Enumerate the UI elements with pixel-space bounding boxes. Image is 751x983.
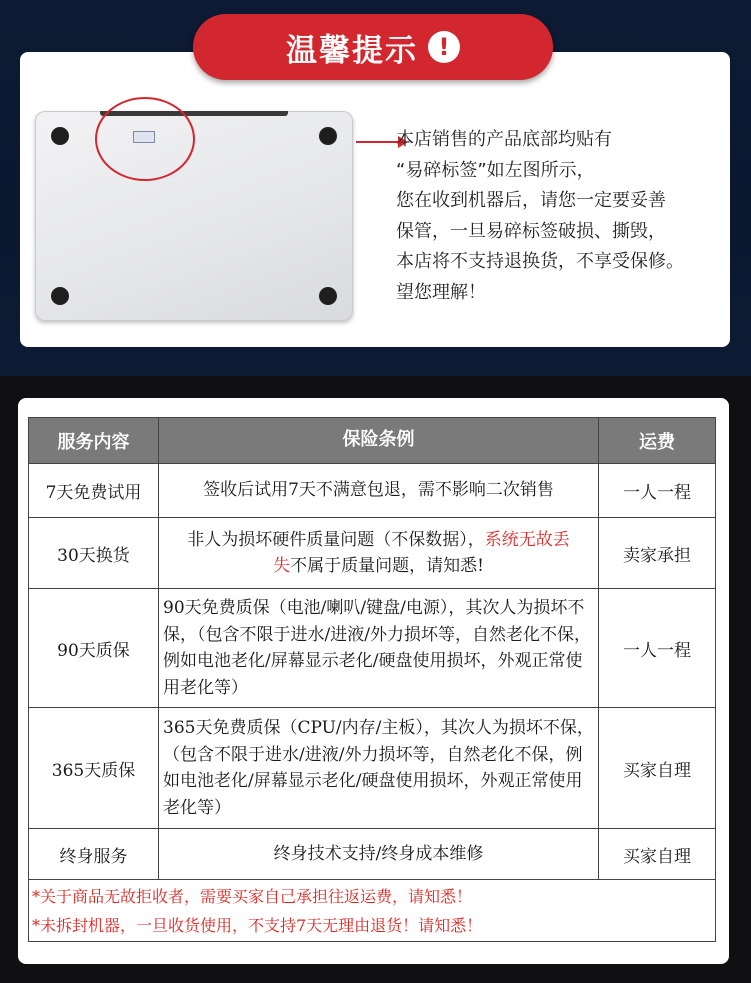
header-terms: 保险条例 [159,418,599,464]
service-cell: 终身服务 [29,829,159,880]
terms-cell: 签收后试用7天不满意包退，需不影响二次销售 [159,464,599,518]
terms-cell [159,518,599,589]
arrow-line [356,141,401,143]
fee-cell: 一人一程 [599,589,716,708]
service-cell: 30天换货 [29,518,159,589]
fee-cell: 买家自理 [599,829,716,880]
fee-cell: 买家自理 [599,708,716,829]
note-line: *关于商品无故拒收者，需要买家自己承担往返运费，请知悉！ [32,886,473,906]
terms-cell: 365天免费质保（CPU/内存/主板），其次人为损坏不保，（包含不限于进水/进液/外力损坏等，自然老化不保，例如电池老化/屏幕显示老化/硬盘使用损坏，外观正常使用老化等） [159,708,599,829]
notice-section [0,0,751,376]
sticker-highlight-circle [95,97,195,181]
alert-icon: ! [428,31,460,63]
terms-cell: 90天免费质保（电池/喇叭/键盘/电源），其次人为损坏不保，（包含不限于进水/进液/外力损坏等，自然老化不保，例如电池老化/屏幕显示老化/硬盘使用损坏，外观正常使用老化等） [159,589,599,708]
terms-highlight-text: 系统无故丢失 [273,529,570,576]
laptop-foot [319,287,337,305]
notice-banner [193,14,553,80]
service-cell: 7天免费试用 [29,464,159,518]
terms-cell: 终身技术支持/终身成本维修 [159,829,599,880]
laptop-foot [319,127,337,145]
fee-cell: 一人一程 [599,464,716,518]
notice-title: 温馨提示 [286,32,418,69]
service-section [0,376,751,983]
table-row [29,518,716,589]
notes-row [29,880,716,942]
service-cell: 365天质保 [29,708,159,829]
service-table-card [18,398,729,964]
laptop-foot [51,287,69,305]
header-service: 服务内容 [29,418,159,464]
table-header-row [29,418,716,464]
fee-cell: 卖家承担 [599,518,716,589]
service-table [28,417,716,942]
notice-card [20,52,730,347]
table-row [29,708,716,829]
terms-text: 非人为损坏硬件质量问题（不保数据）， [187,529,485,550]
table-row [29,589,716,708]
laptop-foot [51,127,69,145]
table-row [29,464,716,518]
notes-cell [29,880,716,942]
note-line: *未拆封机器，一旦收货使用，不支持7天无理由退货！请知悉！ [32,915,483,935]
terms-text: 不属于质量问题，请知悉! [290,556,484,576]
notice-text: 本店销售的产品底部均贴有 “易碎标签”如左图所示， 您在收到机器后，请您一定要妥善 保管，一旦易碎标签破损、撕毁， 本店将不支持退换货，不享受保修。 望您理解！ [396,129,684,303]
table-row [29,829,716,880]
service-cell: 90天质保 [29,589,159,708]
header-fee: 运费 [599,418,716,464]
